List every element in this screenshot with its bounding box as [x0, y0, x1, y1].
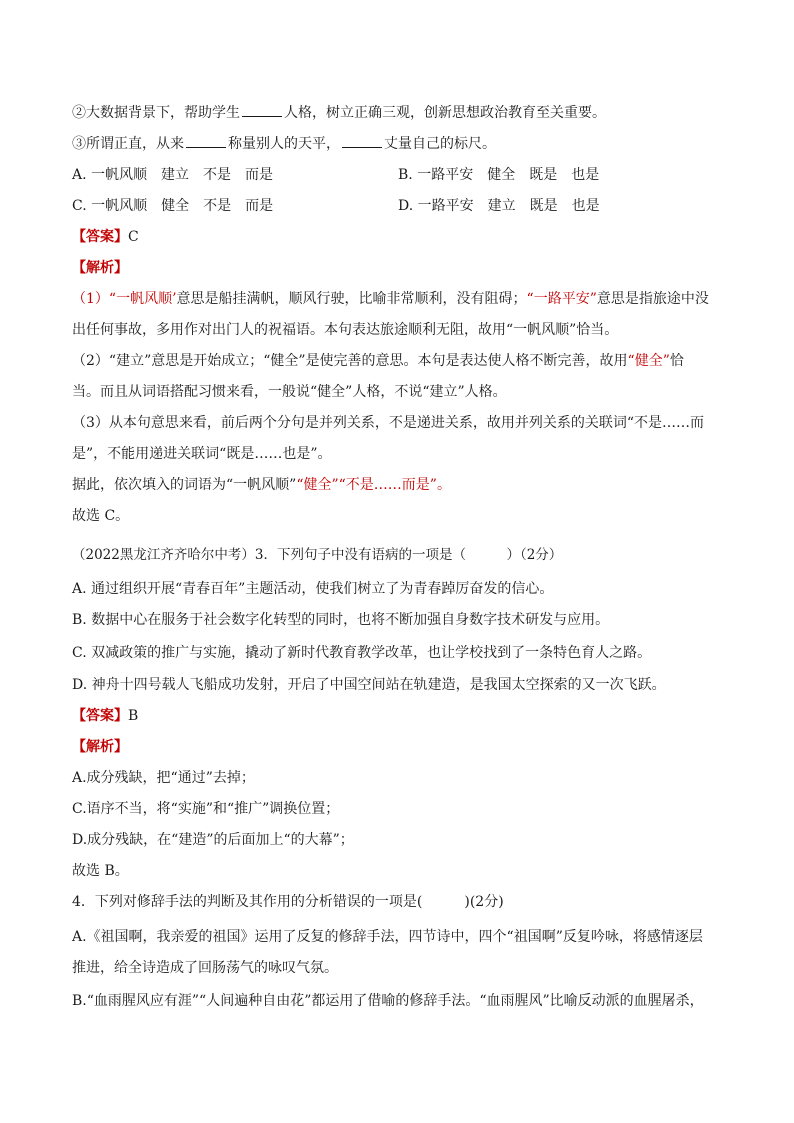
- conclusion-terms: “健全”“不是……而是”。: [296, 477, 451, 493]
- question-3-analysis-tag: [72, 737, 746, 757]
- option-b: B. 一路平安 健全 既是 也是: [398, 167, 600, 183]
- question-3-reason-a: A.成分残缺，把“通过”去掉；: [72, 770, 255, 786]
- analysis-tag: 【解析】: [72, 260, 128, 276]
- answer-tag: 【答案】: [72, 708, 128, 724]
- question-3-stem: （2022黑龙江齐齐哈尔中考）3．下列句子中没有语病的一项是（ ）（2分）: [72, 547, 563, 563]
- choose-line-q2: 故选 C。: [72, 508, 130, 524]
- sentence-2: [72, 103, 746, 123]
- answer-tag: 【答案】: [72, 229, 128, 245]
- sentence-2-end: 人格，树立正确三观，创新思想政治教育至关重要。: [284, 105, 606, 121]
- option-c: C. 一帆风顺 健全 不是 而是: [72, 198, 274, 214]
- question-3-reason-c: C.语序不当，将“实施”和“推广”调换位置；: [72, 801, 340, 817]
- question-4-option-a-cont: 推进，给全诗造成了回肠荡气的咏叹气氛。: [72, 960, 338, 976]
- analysis-2-end: 恰: [669, 353, 684, 369]
- sentence-3-middle: 称量别人的天平，: [228, 136, 340, 152]
- analysis-para-1: [72, 289, 746, 309]
- option-d: D. 一路平安 建立 既是 也是: [398, 198, 600, 214]
- answer-value: B: [128, 708, 139, 724]
- analysis-1-term-2: “一路平安”: [526, 291, 597, 307]
- analysis-2-term: “健全”: [627, 353, 670, 369]
- analysis-1-text: 意思是船挂满帆，顺风行驶，比喻非常顺利，没有阻碍；: [176, 291, 527, 307]
- question-3-answer: [72, 706, 746, 726]
- answer-value: C: [128, 229, 139, 245]
- analysis-para-3: （3）从本句意思来看，前后两个分句是并列关系，不是递进关系，故用并列关系的关联词“不是……而: [72, 415, 705, 431]
- analysis-para-1-cont: 出任何事故，多用作对出门人的祝福语。本句表达旅途顺利无阻，故用“一帆风顺”恰当。: [72, 322, 619, 338]
- conclusion-text: 据此，依次填入的词语为“一帆风顺”: [72, 477, 297, 493]
- question-3-option-d: D. 神舟十四号载人飞船成功发射，开启了中国空间站在轨建造，是我国太空探索的又一次飞跃。: [72, 677, 666, 693]
- analysis-para-3-cont: 是”，不能用递进关联词“既是……也是”。: [72, 446, 332, 462]
- sentence-2-start: ②大数据背景下，帮助学生: [72, 105, 240, 121]
- question-4-option-a: A.《祖国啊，我亲爱的祖国》运用了反复的修辞手法，四节诗中，四个“祖国啊”反复吟咏，将感情逐层: [72, 929, 703, 945]
- analysis-1-num: （1）: [72, 291, 109, 307]
- question-4-option-b: B.“血雨腥风应有涯”“人间遍种自由花”都运用了借喻的修辞手法。“血雨腥风”比喻反动派的血腥屠杀，: [72, 993, 704, 1009]
- sentence-3: [72, 134, 746, 154]
- analysis-tag-line: [72, 258, 746, 278]
- sentence-3-end: 丈量自己的标尺。: [384, 136, 496, 152]
- question-4-stem: 4．下列对修辞手法的判断及其作用的分析错误的一项是( )(2分): [72, 894, 504, 910]
- question-3-option-c: C. 双减政策的推广与实施，撬动了新时代教育教学改革，也让学校找到了一条特色育人之路。: [72, 645, 652, 661]
- analysis-2-text: （2）“建立”意思是开始成立；“健全”是使完善的意思。本句是表达使人格不断完善，故用: [72, 353, 628, 369]
- blank-3: [342, 134, 382, 148]
- answer-line: [72, 227, 746, 247]
- blank-1: [242, 103, 282, 117]
- analysis-1-term: “一帆风顺’: [108, 291, 177, 307]
- sentence-3-start: ③所谓正直，从来: [72, 136, 184, 152]
- question-3-reason-d: D.成分残缺，在“建造”的后面加上“的大幕”；: [72, 832, 354, 848]
- analysis-para-2-cont: 当。而且从词语搭配习惯来看，一般说“健全”人格，不说“建立”人格。: [72, 384, 507, 400]
- analysis-conclusion: [72, 475, 746, 495]
- analysis-tag: 【解析】: [72, 739, 128, 755]
- option-a: A. 一帆风顺 建立 不是 而是: [72, 167, 274, 183]
- analysis-para-2: [72, 351, 746, 371]
- blank-2: [186, 134, 226, 148]
- question-3-option-b: B. 数据中心在服务于社会数字化转型的同时，也将不断加强自身数字技术研发与应用。: [72, 612, 610, 628]
- question-3-choose: 故选 B。: [72, 863, 129, 879]
- analysis-1-text-2: 意思是指旅途中没: [596, 291, 709, 307]
- question-3-option-a: A. 通过组织开展“青春百年”主题活动，使我们树立了为青春踔厉奋发的信心。: [72, 581, 554, 597]
